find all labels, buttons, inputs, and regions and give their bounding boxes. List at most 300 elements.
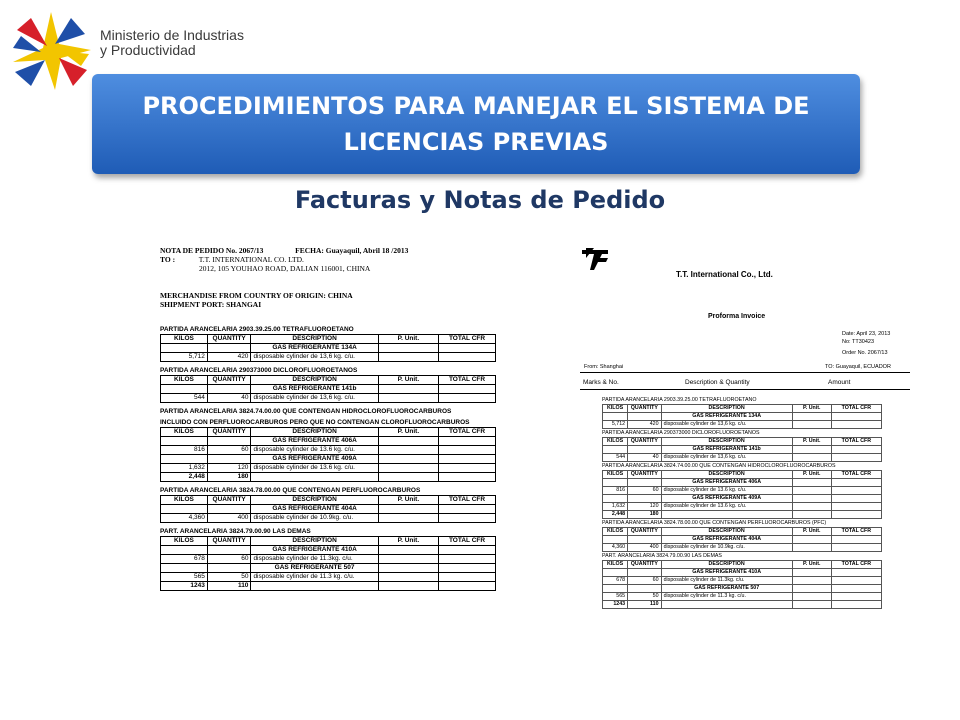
cell-empty <box>628 585 661 593</box>
table-header-row <box>161 537 496 546</box>
cell-empty <box>161 455 208 464</box>
total-cell <box>439 514 496 523</box>
total-cell <box>439 555 496 564</box>
column-header: QUANTITY <box>207 537 251 546</box>
column-header: DESCRIPTION <box>251 496 378 505</box>
table-row <box>161 464 496 473</box>
column-header: QUANTITY <box>207 428 251 437</box>
column-header: DESCRIPTION <box>661 561 792 569</box>
cell-empty <box>161 505 208 514</box>
description-cell: disposable cylinder de 13.6 kg. c/u. <box>251 464 378 473</box>
proforma-to: TO: Guayaquil, ECUADOR <box>825 364 891 370</box>
cell-empty <box>628 446 661 454</box>
description-cell: disposable cylinder de 10.9kg. c/u. <box>251 514 378 523</box>
table-row <box>603 503 882 511</box>
product-name: GAS REFRIGERANTE 141b <box>661 446 792 454</box>
cell-empty <box>439 455 496 464</box>
description-cell: disposable cylinder de 11.3 kg. c/u. <box>661 593 792 601</box>
column-header: DESCRIPTION <box>661 438 792 446</box>
column-header: QUANTITY <box>628 561 661 569</box>
section-title: PART. ARANCELARIA 3824.79.00.90 LAS DEMAS <box>160 528 311 535</box>
cell-empty <box>439 505 496 514</box>
table-row <box>161 446 496 455</box>
product-name: GAS REFRIGERANTE 404A <box>661 536 792 544</box>
table-header-row <box>603 471 882 479</box>
cell-empty <box>792 479 831 487</box>
column-header: TOTAL CFR <box>439 335 496 344</box>
cell-empty <box>207 437 251 446</box>
title-banner <box>92 74 860 174</box>
nota-to-label: TO : <box>160 255 176 264</box>
column-header: QUANTITY <box>628 528 661 536</box>
total-cell <box>439 573 496 582</box>
section-spacer <box>160 523 496 525</box>
product-name: GAS REFRIGERANTE 410A <box>251 546 378 555</box>
total-row <box>603 601 882 609</box>
cell-empty <box>628 495 661 503</box>
proforma-invoice-document <box>580 246 910 607</box>
product-row <box>161 344 496 353</box>
column-header: P. Unit. <box>378 537 438 546</box>
column-header: P. Unit. <box>792 561 831 569</box>
table-header-row <box>603 561 882 569</box>
description-cell: disposable cylinder de 13.6 kg. c/u. <box>661 503 792 511</box>
items-table <box>602 404 882 429</box>
cell-empty <box>439 546 496 555</box>
kilos-cell: 678 <box>161 555 208 564</box>
column-header: TOTAL CFR <box>439 537 496 546</box>
column-header: TOTAL CFR <box>831 471 881 479</box>
table-row <box>603 487 882 495</box>
product-name: GAS REFRIGERANTE 134A <box>251 344 378 353</box>
cell-empty <box>207 344 251 353</box>
product-name: GAS REFRIGERANTE 507 <box>661 585 792 593</box>
items-table <box>160 375 496 403</box>
cell-empty <box>251 582 378 591</box>
total-quantity: 180 <box>207 473 251 482</box>
product-name: GAS REFRIGERANTE 134A <box>661 413 792 421</box>
unit-price-cell <box>378 353 438 362</box>
unit-price-cell <box>378 555 438 564</box>
column-header: P. Unit. <box>378 428 438 437</box>
quantity-cell: 60 <box>628 487 661 495</box>
section-title-line2: INCLUIDO CON PERFLUOROCARBUROS PERO QUE NO CONTENGAN CLOROFLUOROCARBUROS <box>160 419 470 426</box>
cell-empty <box>628 569 661 577</box>
proforma-route <box>580 364 910 373</box>
column-header: P. Unit. <box>792 471 831 479</box>
kilos-cell: 1,632 <box>603 503 628 511</box>
total-cell <box>831 544 881 552</box>
proforma-date: Date: April 23, 2013 <box>842 331 891 337</box>
total-quantity: 180 <box>628 511 661 519</box>
total-kilos: 2,448 <box>161 473 208 482</box>
total-cell <box>831 454 881 462</box>
cell-empty <box>603 569 628 577</box>
product-name: GAS REFRIGERANTE 507 <box>251 564 378 573</box>
total-cell <box>831 593 881 601</box>
kilos-cell: 5,712 <box>161 353 208 362</box>
total-quantity: 110 <box>628 601 661 609</box>
description-cell: disposable cylinder de 13.6 kg. c/u. <box>251 446 378 455</box>
cell-empty <box>792 601 831 609</box>
cell-empty <box>792 446 831 454</box>
nota-to-line <box>160 255 496 264</box>
items-table <box>602 470 882 519</box>
total-cell <box>439 464 496 473</box>
kilos-cell: 816 <box>603 487 628 495</box>
column-header: DESCRIPTION <box>661 471 792 479</box>
nota-to-address: 2012, 105 YOUHAO ROAD, DALIAN 116001, CHINA <box>199 264 371 273</box>
cell-empty <box>831 569 881 577</box>
column-header: P. Unit. <box>378 335 438 344</box>
cell-empty <box>603 585 628 593</box>
cell-empty <box>603 495 628 503</box>
column-header: KILOS <box>161 335 208 344</box>
column-header: P. Unit. <box>792 405 831 413</box>
product-name: GAS REFRIGERANTE 409A <box>251 455 378 464</box>
total-row <box>161 582 496 591</box>
section-title: PARTIDA ARANCELARIA 2903.39.25.00 TETRAFLUOROETANO <box>160 326 354 333</box>
column-header: TOTAL CFR <box>831 405 881 413</box>
cell-empty <box>161 437 208 446</box>
kilos-cell: 4,360 <box>603 544 628 552</box>
column-header: DESCRIPTION <box>661 405 792 413</box>
cell-empty <box>831 536 881 544</box>
column-header: TOTAL CFR <box>439 376 496 385</box>
cell-empty <box>207 505 251 514</box>
proforma-sections <box>602 396 882 609</box>
product-name: GAS REFRIGERANTE 410A <box>661 569 792 577</box>
ministry-logo <box>6 6 96 94</box>
cell-empty <box>161 546 208 555</box>
section-title: PARTIDA ARANCELARIA 3824.74.00.00 QUE CONTENGAN HIDROCLOROFLUOROCARBUROS <box>602 463 836 469</box>
cell-empty <box>661 601 792 609</box>
proforma-columns-header <box>580 379 910 390</box>
total-row <box>161 473 496 482</box>
total-cell <box>439 446 496 455</box>
cell-empty <box>378 437 438 446</box>
total-row <box>603 511 882 519</box>
table-row <box>161 555 496 564</box>
quantity-cell: 400 <box>207 514 251 523</box>
items-table <box>160 495 496 523</box>
quantity-cell: 120 <box>628 503 661 511</box>
table-header-row <box>161 335 496 344</box>
banner-title: PROCEDIMIENTOS PARA MANEJAR EL SISTEMA DE LICENCIAS PREVIAS <box>142 92 810 156</box>
column-header: DESCRIPTION <box>251 428 378 437</box>
cell-empty <box>439 582 496 591</box>
section-spacer <box>160 362 496 364</box>
cell-empty <box>207 455 251 464</box>
table-row <box>603 593 882 601</box>
description-cell: disposable cylinder de 11.3kg. c/u. <box>661 577 792 585</box>
column-header: TOTAL CFR <box>831 561 881 569</box>
column-header: P. Unit. <box>378 496 438 505</box>
section-spacer <box>160 403 496 405</box>
cell-empty <box>628 479 661 487</box>
cell-empty <box>207 546 251 555</box>
column-header: QUANTITY <box>628 438 661 446</box>
cell-empty <box>378 564 438 573</box>
cell-empty <box>378 582 438 591</box>
column-header: QUANTITY <box>628 405 661 413</box>
product-row <box>161 546 496 555</box>
cell-empty <box>831 601 881 609</box>
proforma-order-no: Order No. 2067/13 <box>842 350 888 356</box>
quantity-cell: 50 <box>207 573 251 582</box>
unit-price-cell <box>792 593 831 601</box>
kilos-cell: 1,632 <box>161 464 208 473</box>
section-title: PARTIDA ARANCELARIA 3824.78.00.00 QUE CONTENGAN PERFLUOROCARBUROS (PFC) <box>602 520 827 526</box>
items-table <box>602 527 882 552</box>
section-title: PARTIDA ARANCELARIA 290373000 DICLOROFLUOROETANOS <box>602 430 760 436</box>
cell-empty <box>439 344 496 353</box>
nota-sections <box>160 325 496 593</box>
kilos-cell: 678 <box>603 577 628 585</box>
ministry-name-line1: Ministerio de Industrias <box>100 27 244 43</box>
section-spacer <box>160 591 496 593</box>
proforma-no: No: TT30423 <box>842 339 875 345</box>
description-cell: disposable cylinder de 13,6 kg. c/u. <box>251 353 378 362</box>
total-kilos: 1243 <box>161 582 208 591</box>
items-table <box>160 427 496 482</box>
ministry-name <box>100 28 244 58</box>
cell-empty <box>161 385 208 394</box>
product-row <box>161 564 496 573</box>
items-table <box>602 437 882 462</box>
quantity-cell: 40 <box>207 394 251 403</box>
unit-price-cell <box>792 544 831 552</box>
unit-price-cell <box>378 514 438 523</box>
column-header: QUANTITY <box>207 335 251 344</box>
cell-empty <box>378 455 438 464</box>
column-header: KILOS <box>603 471 628 479</box>
column-header: KILOS <box>161 537 208 546</box>
table-row <box>603 421 882 429</box>
description-cell: disposable cylinder de 10.9kg. c/u. <box>661 544 792 552</box>
kilos-cell: 4,360 <box>161 514 208 523</box>
nota-fecha: FECHA: Guayaquil, Abril 18 /2013 <box>295 246 409 255</box>
quantity-cell: 120 <box>207 464 251 473</box>
cell-empty <box>628 536 661 544</box>
description-cell: disposable cylinder de 11.3 kg. c/u. <box>251 573 378 582</box>
unit-price-cell <box>378 446 438 455</box>
unit-price-cell <box>792 454 831 462</box>
cell-empty <box>831 479 881 487</box>
nota-number: NOTA DE PEDIDO No. 2067/13 <box>160 246 264 255</box>
quantity-cell: 60 <box>628 577 661 585</box>
column-header: TOTAL CFR <box>831 528 881 536</box>
total-cell <box>439 353 496 362</box>
table-header-row <box>603 438 882 446</box>
product-row <box>161 385 496 394</box>
unit-price-cell <box>378 573 438 582</box>
total-cell <box>831 503 881 511</box>
total-cell <box>831 577 881 585</box>
cell-empty <box>792 585 831 593</box>
nota-origin: MERCHANDISE FROM COUNTRY OF ORIGIN: CHINA <box>160 291 353 300</box>
description-cell: disposable cylinder de 13,6 kg. c/u. <box>661 421 792 429</box>
column-header: QUANTITY <box>207 376 251 385</box>
cell-empty <box>831 446 881 454</box>
column-header: KILOS <box>603 438 628 446</box>
cell-empty <box>831 511 881 519</box>
quantity-cell: 420 <box>207 353 251 362</box>
unit-price-cell <box>792 421 831 429</box>
cell-empty <box>792 413 831 421</box>
description-cell: disposable cylinder de 13,6 kg. c/u. <box>251 394 378 403</box>
quantity-cell: 40 <box>628 454 661 462</box>
quantity-cell: 60 <box>207 555 251 564</box>
cell-empty <box>161 344 208 353</box>
cell-empty <box>792 536 831 544</box>
description-cell: disposable cylinder de 11.3kg. c/u. <box>251 555 378 564</box>
product-name: GAS REFRIGERANTE 141b <box>251 385 378 394</box>
section-title: PARTIDA ARANCELARIA 290373000 DICLOROFLUOROETANOS <box>160 367 358 374</box>
cell-empty <box>378 546 438 555</box>
items-table <box>160 334 496 362</box>
product-row <box>161 437 496 446</box>
table-header-row <box>161 428 496 437</box>
product-row <box>603 495 882 503</box>
column-header: DESCRIPTION <box>251 335 378 344</box>
description-cell: disposable cylinder de 13,6 kg. c/u. <box>661 454 792 462</box>
product-name: GAS REFRIGERANTE 406A <box>251 437 378 446</box>
product-row <box>161 505 496 514</box>
product-row <box>161 455 496 464</box>
kilos-cell: 544 <box>161 394 208 403</box>
cell-empty <box>603 536 628 544</box>
total-cell <box>439 394 496 403</box>
total-cell <box>831 421 881 429</box>
cell-empty <box>251 473 378 482</box>
proforma-meta <box>842 330 890 357</box>
section-title: PARTIDA ARANCELARIA 3824.74.00.00 QUE CONTENGAN HIDROCLOROFLUOROCARBUROS <box>160 408 452 415</box>
table-header-row <box>603 528 882 536</box>
product-row <box>603 536 882 544</box>
column-header: P. Unit. <box>792 528 831 536</box>
table-header-row <box>161 376 496 385</box>
cell-empty <box>661 511 792 519</box>
column-header: KILOS <box>603 528 628 536</box>
cell-empty <box>161 564 208 573</box>
product-row <box>603 479 882 487</box>
items-table <box>160 536 496 591</box>
cell-empty <box>603 413 628 421</box>
cell-empty <box>439 385 496 394</box>
table-row <box>161 573 496 582</box>
total-quantity: 110 <box>207 582 251 591</box>
product-name: GAS REFRIGERANTE 406A <box>661 479 792 487</box>
table-header-row <box>603 405 882 413</box>
column-header: KILOS <box>603 405 628 413</box>
cell-empty <box>831 413 881 421</box>
table-row <box>161 514 496 523</box>
nota-to-company: T.T. INTERNATIONAL CO. LTD. <box>198 255 304 264</box>
column-header: P. Unit. <box>378 376 438 385</box>
nota-pedido-document <box>160 246 496 593</box>
column-header: QUANTITY <box>628 471 661 479</box>
quantity-cell: 60 <box>207 446 251 455</box>
unit-price-cell <box>792 577 831 585</box>
items-table <box>602 560 882 609</box>
cell-empty <box>792 495 831 503</box>
cell-empty <box>378 385 438 394</box>
unit-price-cell <box>792 503 831 511</box>
proforma-amount: Amount <box>828 379 851 386</box>
cell-empty <box>439 564 496 573</box>
product-row <box>603 585 882 593</box>
column-header: QUANTITY <box>207 496 251 505</box>
quantity-cell: 50 <box>628 593 661 601</box>
section-spacer <box>160 482 496 484</box>
cell-empty <box>831 495 881 503</box>
proforma-from: From: Shanghai <box>584 364 624 370</box>
kilos-cell: 5,712 <box>603 421 628 429</box>
column-header: P. Unit. <box>792 438 831 446</box>
cell-empty <box>207 385 251 394</box>
section-subtitle: Facturas y Notas de Pedido <box>294 186 666 214</box>
total-kilos: 1243 <box>603 601 628 609</box>
column-header: TOTAL CFR <box>439 428 496 437</box>
total-cell <box>831 487 881 495</box>
nota-header-line <box>160 246 496 255</box>
column-header: TOTAL CFR <box>831 438 881 446</box>
table-row <box>603 454 882 462</box>
product-name: GAS REFRIGERANTE 404A <box>251 505 378 514</box>
proforma-desc-qty: Description & Quantity <box>685 379 750 386</box>
kilos-cell: 565 <box>603 593 628 601</box>
column-header: KILOS <box>161 376 208 385</box>
cell-empty <box>439 437 496 446</box>
table-row <box>603 577 882 585</box>
proforma-company: T.T. International Co., Ltd. <box>676 270 773 279</box>
table-header-row <box>161 496 496 505</box>
cell-empty <box>378 473 438 482</box>
column-header: DESCRIPTION <box>251 376 378 385</box>
cell-empty <box>378 505 438 514</box>
proforma-marks: Marks & No. <box>583 379 619 386</box>
unit-price-cell <box>792 487 831 495</box>
quantity-cell: 400 <box>628 544 661 552</box>
cell-empty <box>628 413 661 421</box>
description-cell: disposable cylinder de 13.6 kg. c/u. <box>661 487 792 495</box>
unit-price-cell <box>378 394 438 403</box>
cell-empty <box>831 585 881 593</box>
cell-empty <box>792 511 831 519</box>
column-header: DESCRIPTION <box>661 528 792 536</box>
cell-empty <box>439 473 496 482</box>
section-title: PARTIDA ARANCELARIA 3824.78.00.00 QUE CONTENGAN PERFLUOROCARBUROS <box>160 487 421 494</box>
kilos-cell: 565 <box>161 573 208 582</box>
section-title: PART. ARANCELARIA 3824.79.00.90 LAS DEMAS <box>602 553 722 559</box>
cell-empty <box>207 564 251 573</box>
ministry-name-line2: y Productividad <box>100 42 196 58</box>
quantity-cell: 420 <box>628 421 661 429</box>
product-row <box>603 413 882 421</box>
column-header: KILOS <box>161 428 208 437</box>
column-header: KILOS <box>603 561 628 569</box>
cell-empty <box>603 446 628 454</box>
product-row <box>603 446 882 454</box>
column-header: KILOS <box>161 496 208 505</box>
proforma-title: Proforma Invoice <box>708 313 766 320</box>
table-row <box>161 394 496 403</box>
column-header: TOTAL CFR <box>439 496 496 505</box>
kilos-cell: 816 <box>161 446 208 455</box>
nota-port: SHIPMENT PORT: SHANGAI <box>160 300 262 309</box>
kilos-cell: 544 <box>603 454 628 462</box>
